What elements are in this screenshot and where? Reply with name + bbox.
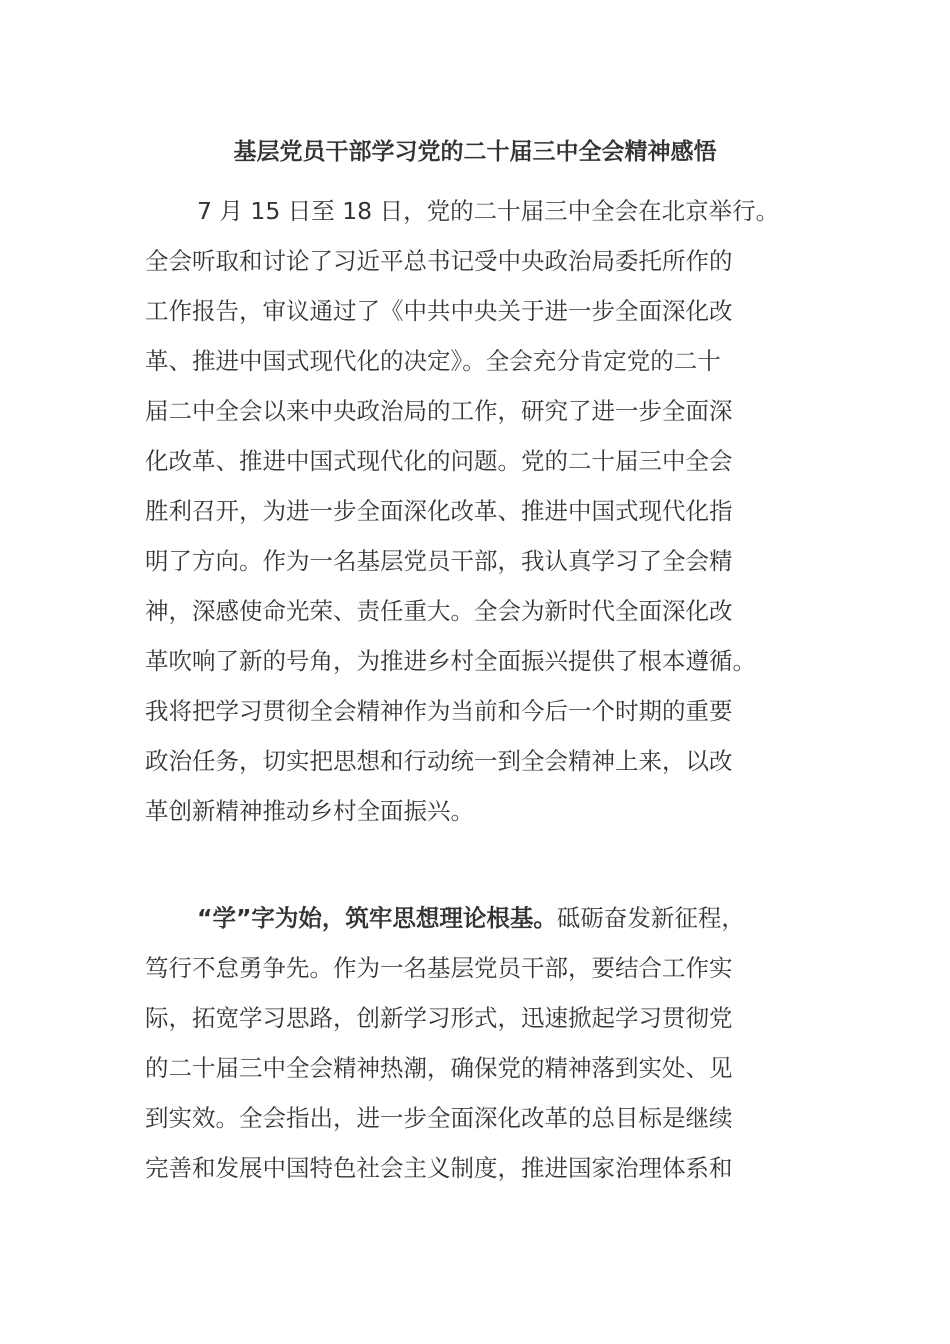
paragraph-line: 全会听取和讨论了习近平总书记受中央政治局委托所作的 <box>145 247 733 275</box>
paragraph-line: 明了方向。作为一名基层党员干部，我认真学习了全会精 <box>145 547 733 575</box>
paragraph-line: 胜利召开，为进一步全面深化改革、推进中国式现代化指 <box>145 497 733 525</box>
paragraph-line: 革创新精神推动乡村全面振兴。 <box>145 797 474 825</box>
paragraph-line: 完善和发展中国特色社会主义制度，推进国家治理体系和 <box>145 1154 733 1182</box>
paragraph-line: 工作报告，审议通过了《中共中央关于进一步全面深化改 <box>145 297 733 325</box>
paragraph-line: 政治任务，切实把思想和行动统一到全会精神上来，以改 <box>145 747 733 775</box>
paragraph-first-line <box>145 893 805 943</box>
paragraph-line: 7 月 15 日至 18 日，党的二十届三中全会在北京举行。 <box>197 197 780 225</box>
paragraph-first-line-text: 砥砺奋发新征程， <box>556 904 745 932</box>
paragraph-study <box>145 893 805 1193</box>
paragraph-line: 化改革、推进中国式现代化的问题。党的二十届三中全会 <box>145 447 733 475</box>
paragraph-line: 革、推进中国式现代化的决定》。全会充分肯定党的二十 <box>145 347 721 375</box>
paragraph-line: 到实效。全会指出，进一步全面深化改革的总目标是继续 <box>145 1104 733 1132</box>
paragraph-line: 笃行不怠勇争先。作为一名基层党员干部，要结合工作实 <box>145 954 733 982</box>
paragraph-line: 际，拓宽学习思路，创新学习形式，迅速掀起学习贯彻党 <box>145 1004 733 1032</box>
paragraph-line: 届二中全会以来中央政治局的工作，研究了进一步全面深 <box>145 397 733 425</box>
paragraph-line: 我将把学习贯彻全会精神作为当前和今后一个时期的重要 <box>145 697 733 725</box>
paragraph-line: 的二十届三中全会精神热潮，确保党的精神落到实处、见 <box>145 1054 733 1082</box>
paragraph-line: 革吹响了新的号角，为推进乡村全面振兴提供了根本遵循。 <box>145 647 756 675</box>
paragraph-intro <box>145 186 805 836</box>
paragraph-line: 神，深感使命光荣、责任重大。全会为新时代全面深化改 <box>145 597 733 625</box>
document-title: 基层党员干部学习党的二十届三中全会精神感悟 <box>233 139 717 165</box>
section-lead-heading: “学”字为始，筑牢思想理论根基。 <box>197 904 557 932</box>
